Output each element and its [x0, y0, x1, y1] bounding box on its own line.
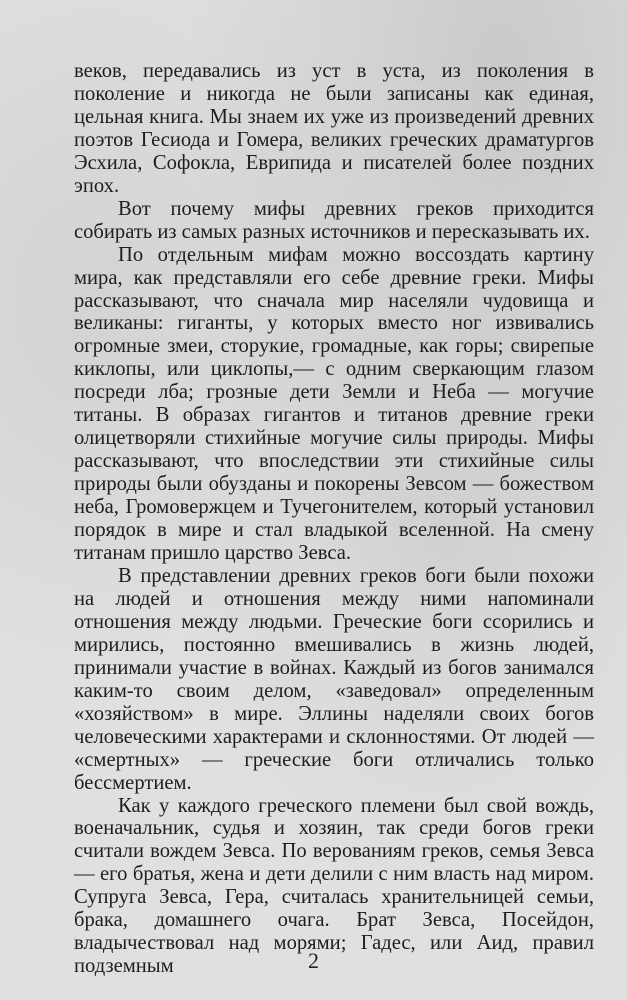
body-text [74, 60, 594, 978]
page-number: 2 [308, 948, 319, 973]
paragraph-4: В представлении древних греков боги были похожи на людей и отношения между ними напоминали отношения между людьми. Греческие боги ссорились и мирились, постоянно вмешивались в жизнь людей, принимали участие в войнах. Каждый из богов занимался каким-то своим делом, «заведовал» определенным «хозяйством» в мире. Эллины наделяли своих богов человеческими характерами и склонностями. От людей — «смертных» — греческие боги отличались только бессмертием. [74, 564, 594, 794]
paragraph-5: Как у каждого греческого племени был свой вождь, военачальник, судья и хозяин, так среди богов греки считали вождем Зевса. По верованиям греков, семья Зевса — его братья, жена и дети делили с ним власть над миром. Супруга Зевса, Гера, считалась хранительницей семьи, брака, домашнего очага. Брат Зевса, Посейдон, владычествовал над морями; Гадес, или Аид, правил подземным [74, 794, 594, 978]
paragraph-3: По отдельным мифам можно воссоздать картину мира, как представляли его себе древние греки. Мифы рассказывают, что сначала мир населяли чудовища и великаны: гиганты, у которых вместо ног извивались огромные змеи, сторукие, громадные, как горы; свирепые киклопы, или циклопы,— с одним сверкающим глазом посреди лба; грозные дети Земли и Неба — могучие титаны. В образах гигантов и титанов древние греки олицетворяли стихийные могучие силы природы. Мифы рассказывают, что впоследствии эти стихийные силы природы были обузданы и покорены Зевсом — божеством неба, Громовержцем и Тучегонителем, который установил порядок в мире и стал владыкой вселенной. На смену титанам пришло царство Зевса. [74, 243, 594, 565]
paragraph-1: веков, передавались из уст в уста, из поколения в поколение и никогда не были записаны как единая, цельная книга. Мы знаем их уже из произведений древних поэтов Гесиода и Гомера, великих греческих драматургов Эсхила, Софокла, Еврипида и писателей более поздних эпох. [74, 60, 594, 197]
paragraph-2: Вот почему мифы древних греков приходится собирать из самых разных источников и пересказывать их. [74, 197, 594, 243]
